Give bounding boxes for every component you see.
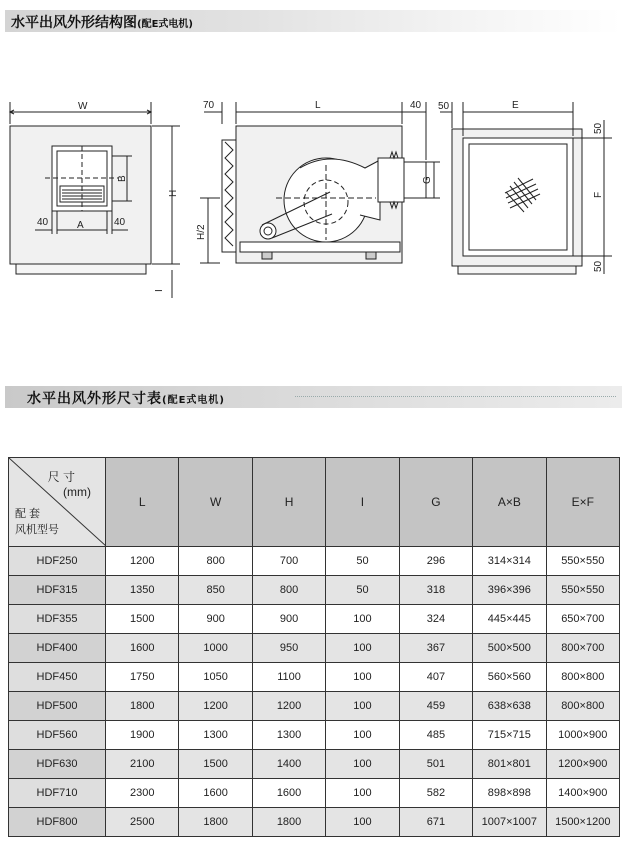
cell-h: 1200 <box>252 692 325 721</box>
cell-w: 1050 <box>179 663 252 692</box>
cell-model: HDF560 <box>9 721 106 750</box>
section-header-dimensions <box>5 386 622 408</box>
cell-model: HDF450 <box>9 663 106 692</box>
cell-g: 459 <box>399 692 472 721</box>
label-70: 70 <box>203 100 215 111</box>
cell-ab: 801×801 <box>473 750 546 779</box>
cell-w: 1200 <box>179 692 252 721</box>
cell-w: 1600 <box>179 779 252 808</box>
cell-h: 1300 <box>252 721 325 750</box>
cell-model: HDF500 <box>9 692 106 721</box>
cell-h: 1800 <box>252 808 325 837</box>
table-header-row <box>9 458 620 547</box>
cell-ef: 1400×900 <box>546 779 619 808</box>
table-row <box>9 576 620 605</box>
table-row <box>9 605 620 634</box>
cell-w: 1500 <box>179 750 252 779</box>
label-50-top: 50 <box>593 122 604 134</box>
header-axb: A×B <box>473 458 546 547</box>
cell-l: 2500 <box>106 808 179 837</box>
front-view <box>10 102 180 298</box>
cell-i: 100 <box>326 692 399 721</box>
cell-model: HDF355 <box>9 605 106 634</box>
cell-l: 1800 <box>106 692 179 721</box>
cell-ef: 800×800 <box>546 692 619 721</box>
cell-i: 100 <box>326 663 399 692</box>
cell-w: 1300 <box>179 721 252 750</box>
cell-h: 1100 <box>252 663 325 692</box>
label-b: B <box>117 175 128 182</box>
cell-g: 501 <box>399 750 472 779</box>
cell-g: 582 <box>399 779 472 808</box>
cell-l: 1500 <box>106 605 179 634</box>
cell-model: HDF710 <box>9 779 106 808</box>
header-i: I <box>326 458 399 547</box>
cell-h: 950 <box>252 634 325 663</box>
label-w: W <box>78 101 88 112</box>
table-row <box>9 692 620 721</box>
cell-ab: 898×898 <box>473 779 546 808</box>
dotted-divider <box>295 396 616 397</box>
cell-i: 100 <box>326 721 399 750</box>
cell-ef: 650×700 <box>546 605 619 634</box>
cell-g: 671 <box>399 808 472 837</box>
label-l: L <box>315 100 321 111</box>
dimension-table <box>8 457 620 837</box>
cell-l: 2300 <box>106 779 179 808</box>
cell-g: 485 <box>399 721 472 750</box>
label-a: A <box>77 220 84 231</box>
side-view <box>200 102 440 263</box>
header-h: H <box>252 458 325 547</box>
table-row <box>9 634 620 663</box>
label-g: G <box>422 176 433 184</box>
cell-l: 2100 <box>106 750 179 779</box>
cell-ab: 715×715 <box>473 721 546 750</box>
cell-h: 900 <box>252 605 325 634</box>
cell-g: 367 <box>399 634 472 663</box>
table-row <box>9 547 620 576</box>
structure-drawing <box>0 80 627 300</box>
cell-ab: 638×638 <box>473 692 546 721</box>
cell-i: 100 <box>326 779 399 808</box>
cell-model: HDF250 <box>9 547 106 576</box>
cell-ef: 1500×1200 <box>546 808 619 837</box>
cell-g: 296 <box>399 547 472 576</box>
cell-ef: 1200×900 <box>546 750 619 779</box>
cell-i: 100 <box>326 808 399 837</box>
corner-header: 尺 寸 (mm) 配 套 风机型号 <box>9 458 106 547</box>
cell-ef: 1000×900 <box>546 721 619 750</box>
cell-l: 1350 <box>106 576 179 605</box>
cell-ef: 800×800 <box>546 663 619 692</box>
cell-h: 800 <box>252 576 325 605</box>
cell-ef: 550×550 <box>546 547 619 576</box>
label-e: E <box>512 100 519 111</box>
cell-l: 1200 <box>106 547 179 576</box>
label-i: I <box>154 289 165 292</box>
cell-l: 1750 <box>106 663 179 692</box>
label-40-left: 40 <box>37 217 49 228</box>
cell-w: 1000 <box>179 634 252 663</box>
cell-w: 800 <box>179 547 252 576</box>
top-view <box>440 102 612 274</box>
table-row <box>9 808 620 837</box>
cell-model: HDF315 <box>9 576 106 605</box>
cell-i: 50 <box>326 576 399 605</box>
cell-h: 700 <box>252 547 325 576</box>
table-row <box>9 721 620 750</box>
cell-l: 1600 <box>106 634 179 663</box>
label-h: H <box>168 189 179 197</box>
cell-ab: 500×500 <box>473 634 546 663</box>
table-row <box>9 779 620 808</box>
label-40-right: 40 <box>114 217 126 228</box>
cell-w: 850 <box>179 576 252 605</box>
header-g: G <box>399 458 472 547</box>
label-f: F <box>593 191 604 198</box>
structure-title: 水平出风外形结构图(配E式电机) <box>11 15 193 31</box>
table-row <box>9 663 620 692</box>
table-row <box>9 750 620 779</box>
label-50-left: 50 <box>438 101 450 112</box>
cell-model: HDF800 <box>9 808 106 837</box>
dimensions-title: 水平出风外形尺寸表(配E式电机) <box>27 391 225 407</box>
cell-ab: 560×560 <box>473 663 546 692</box>
cell-i: 100 <box>326 750 399 779</box>
cell-g: 318 <box>399 576 472 605</box>
cell-ef: 550×550 <box>546 576 619 605</box>
label-h-half: H/2 <box>196 224 207 240</box>
cell-ab: 314×314 <box>473 547 546 576</box>
cell-model: HDF630 <box>9 750 106 779</box>
section-header-structure <box>5 10 622 32</box>
cell-w: 900 <box>179 605 252 634</box>
cell-ab: 396×396 <box>473 576 546 605</box>
label-50-bottom: 50 <box>593 260 604 272</box>
cell-ef: 800×700 <box>546 634 619 663</box>
cell-i: 50 <box>326 547 399 576</box>
cell-model: HDF400 <box>9 634 106 663</box>
header-w: W <box>179 458 252 547</box>
cell-ab: 1007×1007 <box>473 808 546 837</box>
cell-g: 407 <box>399 663 472 692</box>
header-l: L <box>106 458 179 547</box>
cell-i: 100 <box>326 605 399 634</box>
cell-ab: 445×445 <box>473 605 546 634</box>
cell-h: 1400 <box>252 750 325 779</box>
cell-i: 100 <box>326 634 399 663</box>
cell-g: 324 <box>399 605 472 634</box>
cell-w: 1800 <box>179 808 252 837</box>
label-40-side: 40 <box>410 100 422 111</box>
header-exf: E×F <box>546 458 619 547</box>
cell-h: 1600 <box>252 779 325 808</box>
cell-l: 1900 <box>106 721 179 750</box>
